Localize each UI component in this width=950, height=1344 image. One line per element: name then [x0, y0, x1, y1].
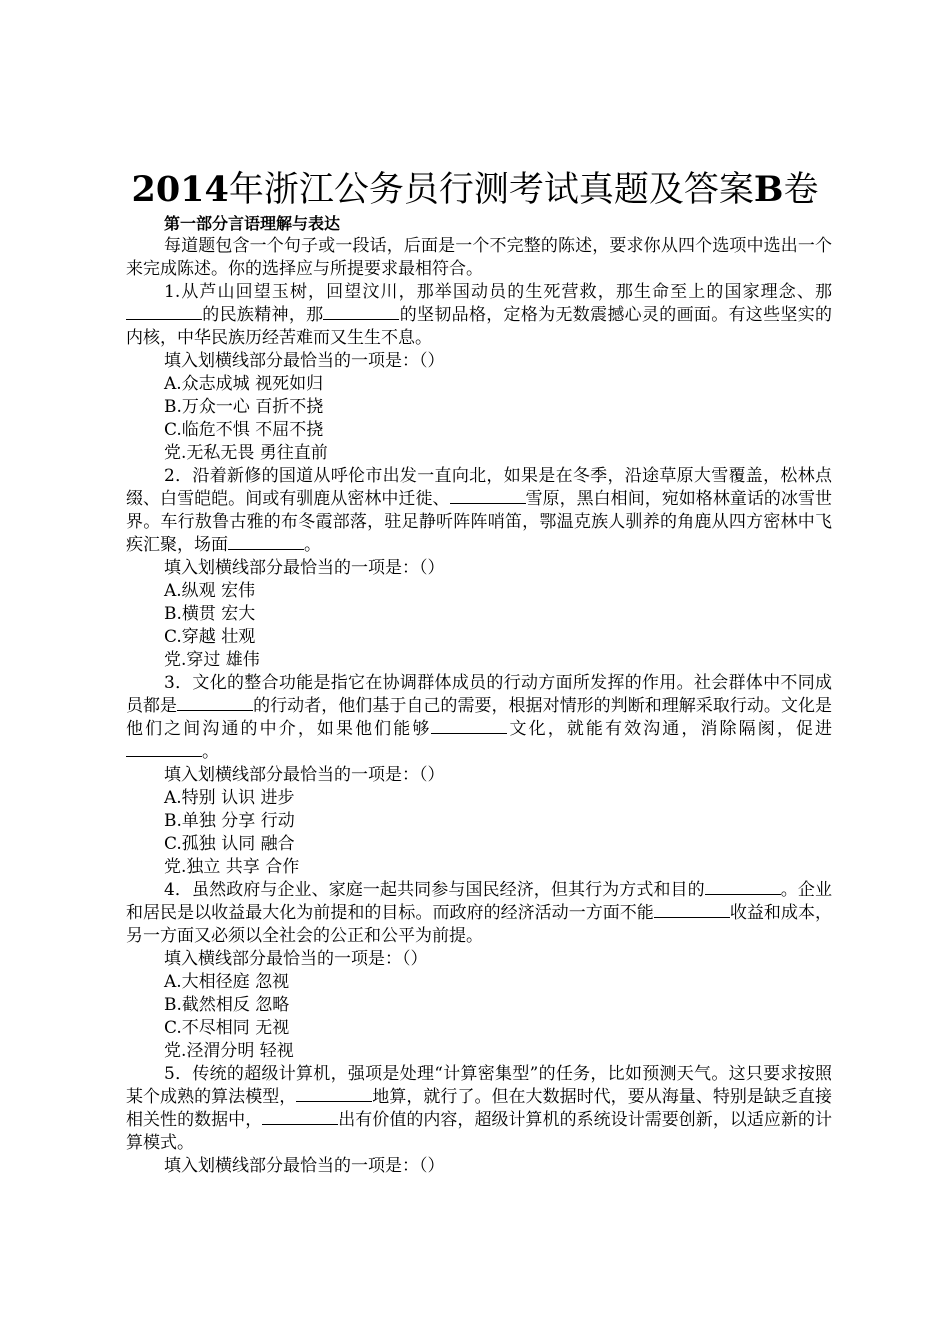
- answer-blank: [262, 1110, 338, 1125]
- answer-blank: [296, 1087, 372, 1102]
- question-5-prompt: 填入划横线部分最恰当的一项是：（）: [164, 1156, 445, 1176]
- option-item: A.纵观 宏伟: [164, 581, 256, 601]
- answer-blank: [705, 880, 781, 895]
- answer-blank: [431, 719, 507, 734]
- answer-blank: [177, 696, 253, 711]
- question-5-stem: 5．传统的超级计算机，强项是处理“计算密集型”的任务，比如预测天气。这只要求按照某个成熟的算法模型， 地算，就行了。但在大数据时代，要从海量、特别是缺乏直接相关性的数据中， 出有价值的内容，超级计算机的系统设计需要创新，以适应新的计算模式。: [126, 1064, 833, 1153]
- answer-blank: [228, 535, 304, 550]
- option-item: B.单独 分享 行动: [164, 811, 295, 831]
- option-item: B.横贯 宏大: [164, 604, 256, 624]
- title-suffix: 卷: [783, 170, 819, 210]
- option-item: 党.无私无畏 勇往直前: [164, 443, 328, 463]
- instructions-paragraph: 每道题包含一个句子或一段话，后面是一个不完整的陈述，要求你从四个选项中选出一个来完成陈述。你的选择应与所提要求最相符合。: [126, 236, 832, 279]
- answer-blank: [450, 489, 526, 504]
- option-item: A.特别 认识 进步: [164, 788, 295, 808]
- option-item: 党.独立 共享 合作: [164, 857, 300, 877]
- option-item: A.众志成城 视死如归: [164, 374, 324, 394]
- option-item: B.截然相反 忽略: [164, 995, 290, 1015]
- option-item: C.临危不惧 不屈不挠: [164, 420, 324, 440]
- question-4-stem: 4．虽然政府与企业、家庭一起共同参与国民经济，但其行为方式和目的 。企业和居民是以收益最大化为前提和的目标。而政府的经济活动一方面不能 收益和成本，另一方面又必须以全社会的公正和公平为前提。: [126, 880, 833, 946]
- title-year: 2014: [131, 169, 229, 210]
- document-body: [126, 212, 832, 1178]
- option-item: C.孤独 认同 融合: [164, 834, 295, 854]
- section-heading: 第一部分言语理解与表达: [164, 214, 341, 233]
- question-2-stem: 2．沿着新修的国道从呼伦市出发一直向北，如果是在冬季，沿途草原大雪覆盖，松林点缀、白雪皑皑。间或有驯鹿从密林中迁徙、 雪原，黑白相间，宛如格林童话的冰雪世界。车行敖鲁古雅的布冬霞部落，驻足静听阵阵哨笛，鄂温克族人驯养的角鹿从四方密林中飞疾汇聚，场面 。: [126, 466, 833, 555]
- question-1-stem: 1.从芦山回望玉树，回望汶川，那举国动员的生死营救，那生命至上的国家理念、那的民族精神，那 的坚韧品格，定格为无数震撼心灵的画面。有这些坚实的内核，中华民族历经苦难而又生生不息。: [126, 282, 833, 348]
- answer-blank: [126, 742, 202, 757]
- question-3-prompt: 填入划横线部分最恰当的一项是：（）: [164, 765, 445, 785]
- answer-blank: [323, 305, 399, 320]
- option-item: 党.穿过 雄伟: [164, 650, 260, 670]
- question-2-prompt: 填入划横线部分最恰当的一项是：（）: [164, 558, 445, 578]
- option-item: B.万众一心 百折不挠: [164, 397, 324, 417]
- question-3-stem: 3．文化的整合功能是指它在协调群体成员的行动方面所发挥的作用。社会群体中不同成员都是 的行动者，他们基于自己的需要，根据对情形的判断和理解采取行动。文化是他们之间沟通的中介，如果他们能够 文化，就能有效沟通，消除隔阂，促进。: [126, 673, 833, 762]
- option-item: A.大相径庭 忽视: [164, 972, 290, 992]
- question-1-prompt: 填入划横线部分最恰当的一项是：（）: [164, 351, 445, 371]
- option-item: 党.泾渭分明 轻视: [164, 1041, 294, 1061]
- option-item: C.不尽相同 无视: [164, 1018, 290, 1038]
- answer-blank: [126, 305, 202, 320]
- document-title: [0, 162, 950, 218]
- title-letter: B: [753, 169, 784, 210]
- answer-blank: [654, 903, 730, 918]
- option-item: C.穿越 壮观: [164, 627, 256, 647]
- question-4-prompt: 填入横线部分最恰当的一项是：（）: [164, 949, 428, 969]
- title-text: 年浙江公务员行测考试真题及答案: [228, 170, 754, 210]
